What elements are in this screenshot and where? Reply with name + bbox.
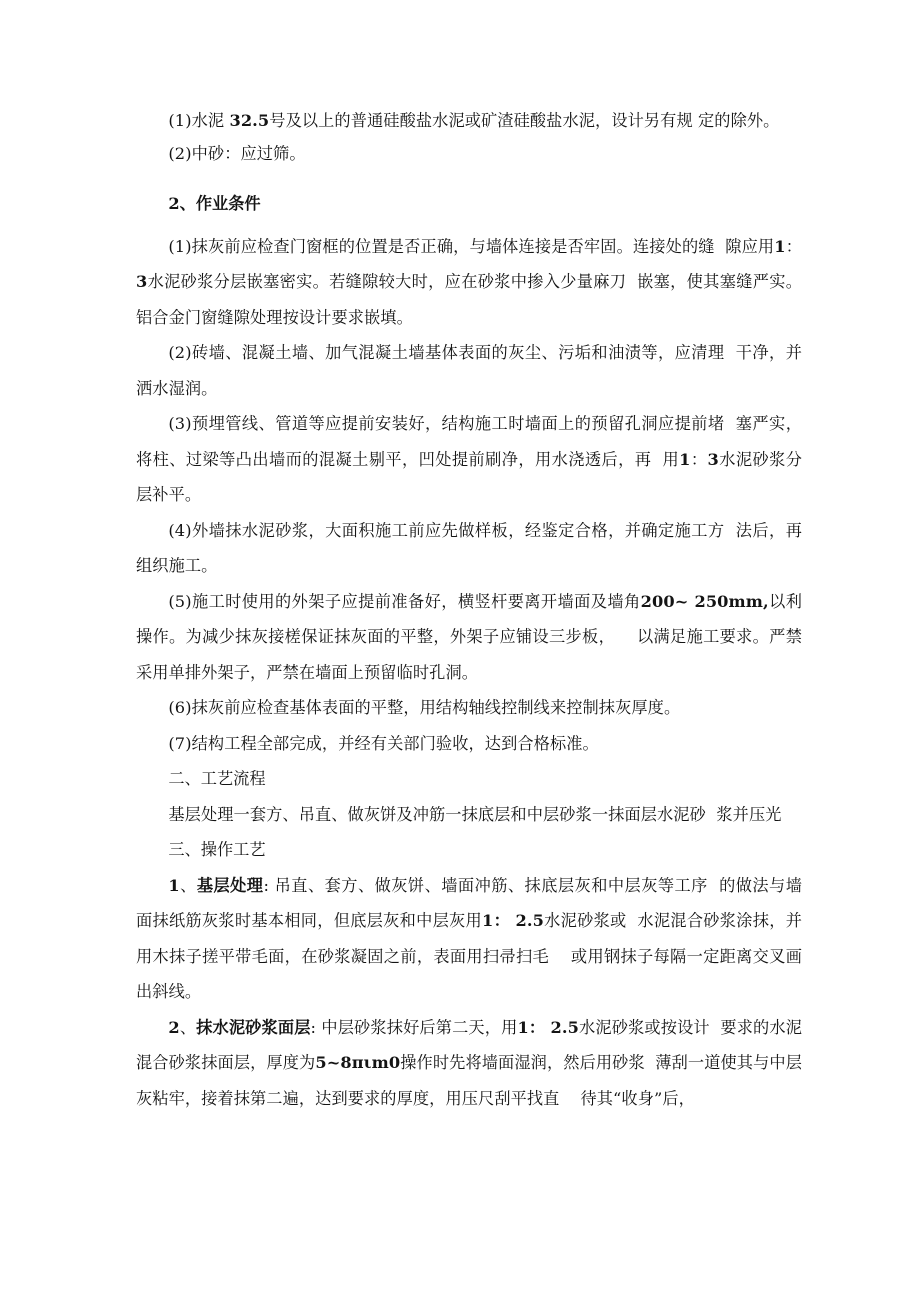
paragraph-materials-cement: (1)水泥 32.5号及以上的普通硅酸盐水泥或矿渣硅酸盐水泥，设计另有规 定的除外。 [168,111,780,130]
spacer [136,222,802,229]
heading-label: 、作业条件 [179,194,261,213]
heading-work-conditions [136,186,802,222]
paragraph-condition-5: (5)施工时使用的外架子应提前准备好，横竖杆要离开墙面及墙角200~ 250mm,以利操作。为减少抹灰接槎保证抹灰面的平整，外架子应铺设三步板， 以满足施工要求。严禁采用单排外架子，严禁在墙面上预留临时孔洞。 [136,591,802,682]
paragraph-condition-1: (1)抹灰前应检查门窗框的位置是否正确，与墙体连接是否牢固。连接处的缝 隙应用1：3水泥砂浆分层嵌塞密实。若缝隙较大时，应在砂浆中掺入少量麻刀 嵌塞，使其塞缝严实。铝合金门窗缝隙处理按设计要求嵌填。 [136,236,802,327]
bold-thickness-value: 5~8πιm0 [315,1053,401,1072]
paragraph-process-flow: 基层处理一套方、吊直、做灰饼及冲筋一抹底层和中层砂浆一抹面层水泥砂 浆并压光 [168,804,782,824]
paragraph-condition-6: (6)抹灰前应检查基体表面的平整，用结构轴线控制线来控制抹灰厚度。 [168,698,681,717]
document-text-body [136,104,802,1116]
spacer [136,170,802,186]
paragraph-condition-7: (7)结构工程全部完成，并经有关部门验收，达到合格标准。 [168,733,599,753]
heading-process-flow: 二、工艺流程 [168,769,266,788]
paragraph-operation-1: 1、基层处理: 吊直、套方、做灰饼、墙面冲筋、抹底层灰和中层灰等工序 的做法与墙面抹纸筋灰浆时基本相同，但底层灰和中层灰用1： 2.5水泥砂浆或 水泥混合砂浆涂抹，并用木抹子搓平带毛面，在砂浆凝固之前，表面用扫帚扫毛 或用钢抹子每隔一定距离交叉画出斜线。 [136,875,803,1001]
bold-cement-grade: 32.5 [229,111,270,130]
paragraph-condition-3: (3)预埋管线、管道等应提前安装好，结构施工时墙面上的预留孔洞应提前堵 塞严实，将柱、过梁等凸出墙而的混凝土剔平，凹处提前刷净，用水浇透后，再 用1：3水泥砂浆分层补平。 [136,414,802,504]
heading-operation-technique: 三、操作工艺 [168,840,266,859]
paragraph-condition-4: (4)外墙抹水泥砂浆，大面积施工前应先做样板，经鉴定合格，并确定施工方 法后，再组织施工。 [136,520,802,575]
paragraph-materials-sand: (2)中砂：应过筛。 [168,144,306,163]
paragraph-operation-2: 2、抹水泥砂浆面层: 中层砂浆抹好后第二天，用1： 2.5水泥砂浆或按设计 要求的水泥混合砂浆抹面层，厚度为5~8πιm0操作时先将墙面湿润，然后用砂浆 薄刮一道使其与中层灰粘牢，接着抹第二遍，达到要求的厚度，用压尺刮平找直 待其“收身”后， [136,1017,803,1108]
heading-number: 2 [168,194,180,213]
paragraph-condition-2: (2)砖墙、混凝土墙、加气混凝土墙基体表面的灰尘、污垢和油渍等，应清理 干净，并洒水湿润。 [136,343,802,398]
bold-scaffold-distance: 200~ 250mm, [640,591,769,611]
